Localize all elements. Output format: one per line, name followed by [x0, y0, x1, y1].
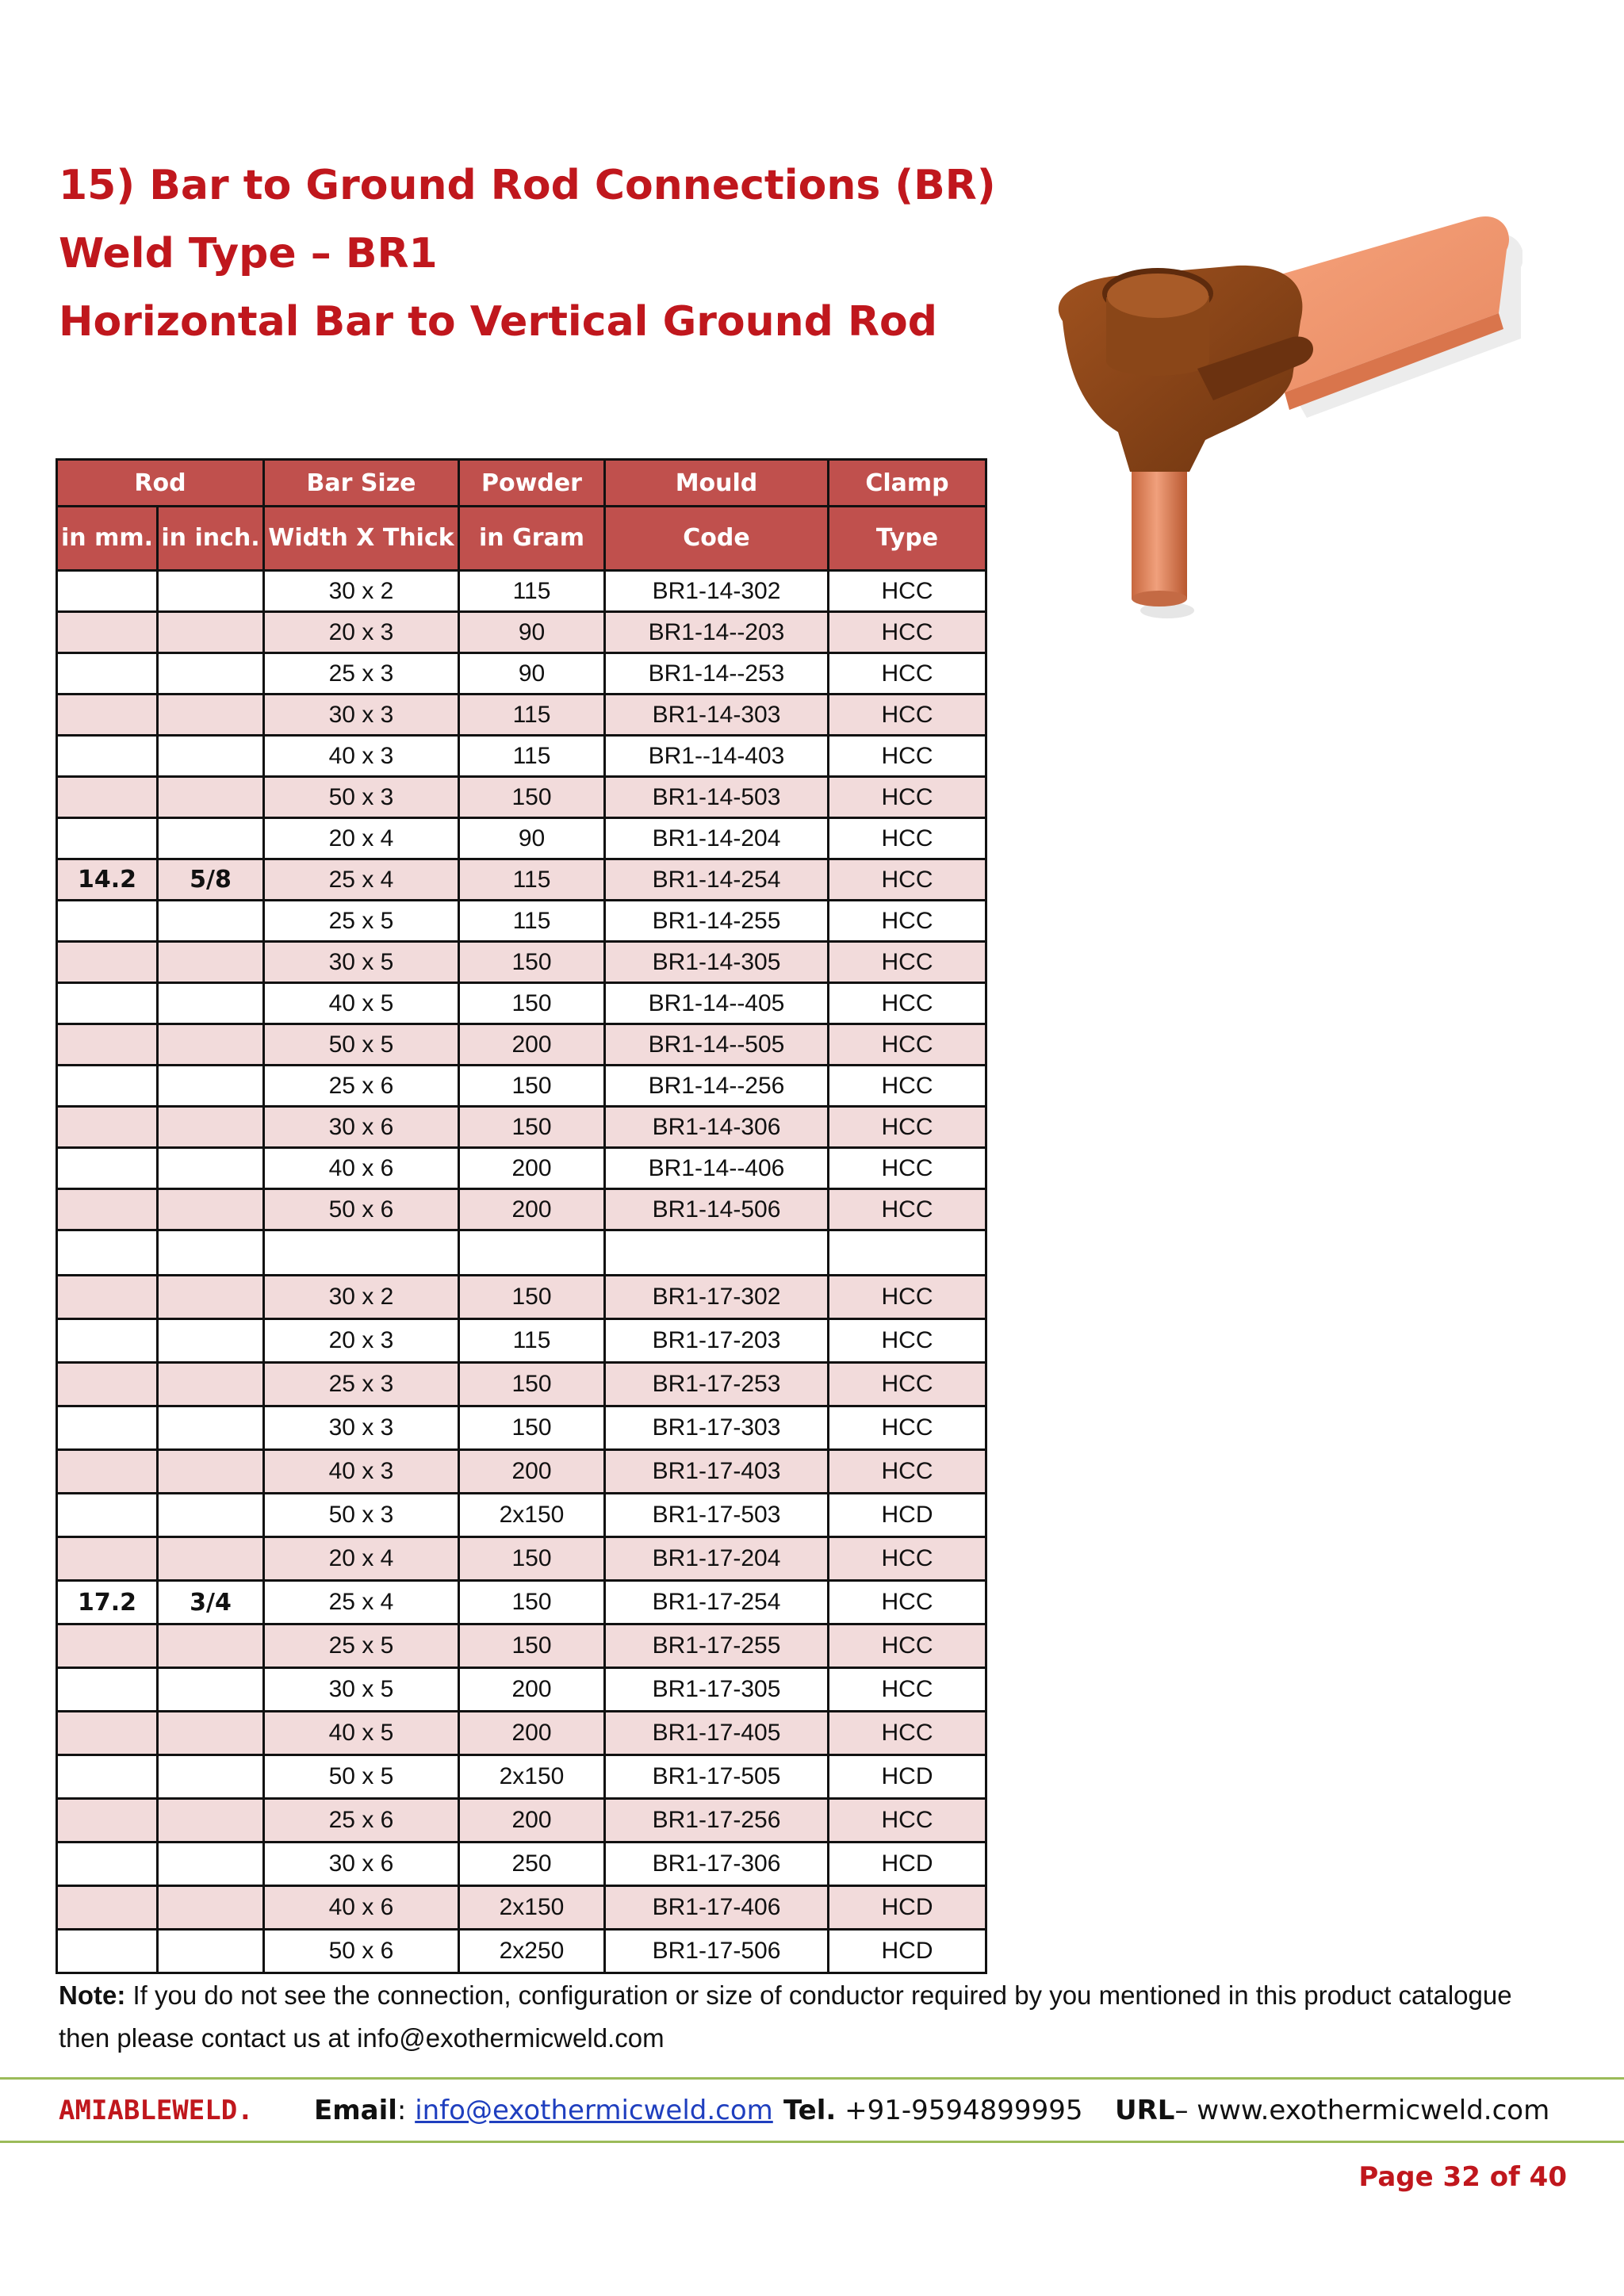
mould-code-cell: BR1-17-305 — [605, 1668, 829, 1712]
table-row — [57, 983, 986, 1024]
mould-code-cell: BR1-17-306 — [605, 1843, 829, 1886]
mould-code-cell: BR1-17-256 — [605, 1799, 829, 1843]
bar-size-header: Bar Size — [264, 460, 459, 507]
bar-size-cell: 40 x 3 — [264, 1450, 459, 1494]
tel-number: +91-9594899995 — [845, 2095, 1083, 2126]
clamp-type-cell: HCC — [829, 1148, 986, 1189]
mould-code-cell: BR1-14--203 — [605, 612, 829, 653]
table-row — [57, 859, 986, 901]
powder-cell: 115 — [459, 695, 605, 736]
clamp-type-cell: HCD — [829, 1843, 986, 1886]
rod-inch-cell — [158, 1537, 264, 1581]
width-thick-header: Width X Thick — [264, 507, 459, 571]
mould-code-cell: BR1-17-302 — [605, 1276, 829, 1319]
spec-table-body — [57, 571, 986, 1973]
table-row — [57, 736, 986, 777]
clamp-type-cell: HCC — [829, 1189, 986, 1230]
rod-mm-cell — [57, 1066, 158, 1107]
mould-code-cell: BR1-14-305 — [605, 942, 829, 983]
empty-cell — [57, 1230, 158, 1276]
table-row — [57, 1843, 986, 1886]
powder-cell: 150 — [459, 777, 605, 818]
mould-code-cell: BR1-17-254 — [605, 1581, 829, 1624]
rod-mm-header: in mm. — [57, 507, 158, 571]
powder-cell: 150 — [459, 1624, 605, 1668]
clamp-type-cell: HCC — [829, 1450, 986, 1494]
clamp-type-cell: HCC — [829, 653, 986, 695]
rod-inch-cell — [158, 1886, 264, 1930]
rod-mm-cell — [57, 1406, 158, 1450]
table-row — [57, 1668, 986, 1712]
mould-code-cell: BR1-17-203 — [605, 1319, 829, 1363]
bar-size-cell: 50 x 3 — [264, 1494, 459, 1537]
powder-cell: 115 — [459, 1319, 605, 1363]
table-row — [57, 1276, 986, 1319]
powder-cell: 150 — [459, 1581, 605, 1624]
table-row — [57, 1799, 986, 1843]
table-row — [57, 1930, 986, 1973]
clamp-type-cell: HCC — [829, 818, 986, 859]
bar-size-cell: 25 x 5 — [264, 901, 459, 942]
rod-inch-cell — [158, 695, 264, 736]
email-label: Email — [314, 2095, 397, 2126]
rod-mm-cell — [57, 1886, 158, 1930]
table-row — [57, 1148, 986, 1189]
mould-code-cell: BR1-17-506 — [605, 1930, 829, 1973]
table-row — [57, 1712, 986, 1755]
empty-cell — [605, 1230, 829, 1276]
rod-inch-cell — [158, 1189, 264, 1230]
mould-code-cell: BR1-17-405 — [605, 1712, 829, 1755]
rod-mm-cell — [57, 1494, 158, 1537]
table-row — [57, 1537, 986, 1581]
mould-code-cell: BR1-17-204 — [605, 1537, 829, 1581]
rod-inch-cell — [158, 653, 264, 695]
rod-inch-header: in inch. — [158, 507, 264, 571]
powder-cell: 90 — [459, 612, 605, 653]
clamp-type-cell: HCD — [829, 1494, 986, 1537]
note-text: If you do not see the connection, configuration or size of conductor required by you mentioned in this product catalogue then please contact us at info@exothermicweld.com — [59, 1980, 1512, 2053]
clamp-type-cell: HCC — [829, 859, 986, 901]
bar-size-cell: 25 x 4 — [264, 859, 459, 901]
table-row — [57, 695, 986, 736]
clamp-type-cell: HCC — [829, 571, 986, 612]
clamp-type-cell: HCC — [829, 983, 986, 1024]
mould-code-cell: BR1-14-506 — [605, 1189, 829, 1230]
powder-cell: 2x150 — [459, 1886, 605, 1930]
rod-inch-cell — [158, 1024, 264, 1066]
powder-header: Powder — [459, 460, 605, 507]
bar-size-cell: 30 x 2 — [264, 1276, 459, 1319]
rod-inch-cell — [158, 1799, 264, 1843]
mould-code-cell: BR1-14-306 — [605, 1107, 829, 1148]
table-row — [57, 1363, 986, 1406]
rod-inch-cell — [158, 1276, 264, 1319]
rod-inch-cell — [158, 1668, 264, 1712]
clamp-type-cell: HCC — [829, 1107, 986, 1148]
mould-code-cell: BR1-14-302 — [605, 571, 829, 612]
rod-inch-cell — [158, 1494, 264, 1537]
clamp-type-cell: HCC — [829, 612, 986, 653]
clamp-type-cell: HCC — [829, 1799, 986, 1843]
note-label: Note: — [59, 1980, 126, 2010]
table-row — [57, 571, 986, 612]
rod-mm-cell — [57, 1537, 158, 1581]
bar-size-cell: 20 x 4 — [264, 1537, 459, 1581]
clamp-type-cell: HCC — [829, 1668, 986, 1712]
footer-top-rule — [0, 2077, 1624, 2080]
table-row — [57, 818, 986, 859]
rod-inch-cell — [158, 818, 264, 859]
rod-mm-cell — [57, 1624, 158, 1668]
mould-code-cell: BR1-14--406 — [605, 1148, 829, 1189]
mould-header: Mould — [605, 460, 829, 507]
mould-code-cell: BR1-14-303 — [605, 695, 829, 736]
clamp-type-cell: HCC — [829, 942, 986, 983]
rod-inch-cell — [158, 1363, 264, 1406]
mould-code-cell: BR1-14-255 — [605, 901, 829, 942]
in-gram-header: in Gram — [459, 507, 605, 571]
rod-inch-cell — [158, 1066, 264, 1107]
table-row — [57, 777, 986, 818]
bar-size-cell: 20 x 3 — [264, 1319, 459, 1363]
powder-cell: 200 — [459, 1450, 605, 1494]
rod-mm-cell — [57, 736, 158, 777]
table-row — [57, 1886, 986, 1930]
rod-mm-cell — [57, 942, 158, 983]
bar-size-cell: 50 x 3 — [264, 777, 459, 818]
powder-cell: 115 — [459, 736, 605, 777]
table-row — [57, 1450, 986, 1494]
powder-cell: 200 — [459, 1148, 605, 1189]
bar-size-cell: 30 x 6 — [264, 1107, 459, 1148]
table-row — [57, 1024, 986, 1066]
table-row — [57, 1581, 986, 1624]
rod-mm-cell: 17.2 — [57, 1581, 158, 1624]
powder-cell: 150 — [459, 1537, 605, 1581]
email-link[interactable]: info@exothermicweld.com — [415, 2095, 773, 2126]
bar-size-cell: 40 x 6 — [264, 1886, 459, 1930]
mould-code-cell: BR1-14-503 — [605, 777, 829, 818]
mould-code-cell: BR1-17-503 — [605, 1494, 829, 1537]
rod-mm-cell — [57, 1843, 158, 1886]
mould-code-cell: BR1-17-253 — [605, 1363, 829, 1406]
rod-inch-cell — [158, 1843, 264, 1886]
table-row — [57, 942, 986, 983]
clamp-type-cell: HCC — [829, 901, 986, 942]
rod-inch-cell: 5/8 — [158, 859, 264, 901]
clamp-type-cell: HCC — [829, 1581, 986, 1624]
powder-cell: 200 — [459, 1668, 605, 1712]
bar-size-cell: 30 x 2 — [264, 571, 459, 612]
email-separator: : — [396, 2095, 407, 2126]
url-text[interactable]: www.exothermicweld.com — [1197, 2095, 1550, 2126]
rod-inch-cell — [158, 1406, 264, 1450]
clamp-header: Clamp — [829, 460, 986, 507]
powder-cell: 150 — [459, 1276, 605, 1319]
url-label: URL — [1115, 2095, 1175, 2126]
rod-mm-cell — [57, 1450, 158, 1494]
mould-code-cell: BR1-17-403 — [605, 1450, 829, 1494]
bar-size-cell: 30 x 6 — [264, 1843, 459, 1886]
rod-inch-cell — [158, 1107, 264, 1148]
clamp-type-cell: HCC — [829, 695, 986, 736]
table-row — [57, 1319, 986, 1363]
table-row — [57, 1494, 986, 1537]
section-title: 15) Bar to Ground Rod Connections (BR) — [59, 162, 996, 209]
bar-to-rod-spec-table — [56, 458, 987, 1974]
powder-cell: 200 — [459, 1712, 605, 1755]
clamp-type-cell: HCC — [829, 736, 986, 777]
rod-inch-cell — [158, 571, 264, 612]
rod-mm-cell — [57, 818, 158, 859]
table-row — [57, 1624, 986, 1668]
bar-size-cell: 25 x 6 — [264, 1066, 459, 1107]
clamp-type-cell: HCC — [829, 1406, 986, 1450]
mould-code-cell: BR1--14-403 — [605, 736, 829, 777]
brand-name: AMIABLEWELD. — [59, 2095, 254, 2126]
rod-mm-cell — [57, 777, 158, 818]
rod-inch-cell — [158, 1319, 264, 1363]
powder-cell: 150 — [459, 1406, 605, 1450]
rod-inch-cell — [158, 1148, 264, 1189]
tel-block — [783, 2095, 1082, 2126]
powder-cell: 115 — [459, 901, 605, 942]
powder-cell: 250 — [459, 1843, 605, 1886]
bar-size-cell: 25 x 5 — [264, 1624, 459, 1668]
powder-cell: 2x150 — [459, 1494, 605, 1537]
footer-bottom-rule — [0, 2141, 1624, 2143]
powder-cell: 2x250 — [459, 1930, 605, 1973]
rod-inch-cell — [158, 942, 264, 983]
connection-description-title: Horizontal Bar to Vertical Ground Rod — [59, 298, 937, 346]
table-row — [57, 1107, 986, 1148]
clamp-type-cell: HCC — [829, 1363, 986, 1406]
powder-cell: 200 — [459, 1024, 605, 1066]
table-row — [57, 1066, 986, 1107]
clamp-type-cell: HCC — [829, 1712, 986, 1755]
bar-size-cell: 25 x 4 — [264, 1581, 459, 1624]
mould-code-cell: BR1-17-505 — [605, 1755, 829, 1799]
mould-code-cell: BR1-14--253 — [605, 653, 829, 695]
clamp-type-cell: HCC — [829, 777, 986, 818]
bar-size-cell: 50 x 6 — [264, 1189, 459, 1230]
rod-inch-cell — [158, 1930, 264, 1973]
table-row — [57, 1406, 986, 1450]
powder-cell: 150 — [459, 1107, 605, 1148]
url-block — [1115, 2095, 1549, 2126]
mould-code-cell: BR1-14--405 — [605, 983, 829, 1024]
bar-size-cell: 40 x 6 — [264, 1148, 459, 1189]
rod-mm-cell — [57, 695, 158, 736]
mould-code-cell: BR1-14--256 — [605, 1066, 829, 1107]
rod-mm-cell — [57, 1668, 158, 1712]
clamp-type-cell: HCC — [829, 1024, 986, 1066]
clamp-type-cell: HCD — [829, 1886, 986, 1930]
powder-cell: 115 — [459, 571, 605, 612]
empty-cell — [264, 1230, 459, 1276]
rod-mm-cell — [57, 571, 158, 612]
bar-size-cell: 25 x 6 — [264, 1799, 459, 1843]
empty-cell — [158, 1230, 264, 1276]
rod-mm-cell — [57, 1755, 158, 1799]
powder-cell: 150 — [459, 942, 605, 983]
mould-code-cell: BR1-14-254 — [605, 859, 829, 901]
table-row — [57, 653, 986, 695]
rod-mm-cell — [57, 1189, 158, 1230]
footer-contact-bar — [59, 2095, 1613, 2134]
rod-inch-cell: 3/4 — [158, 1581, 264, 1624]
rod-mm-cell — [57, 1276, 158, 1319]
rod-inch-cell — [158, 1450, 264, 1494]
powder-cell: 150 — [459, 983, 605, 1024]
bar-size-cell: 30 x 3 — [264, 695, 459, 736]
clamp-type-cell: HCC — [829, 1319, 986, 1363]
rod-mm-cell — [57, 1363, 158, 1406]
rod-mm-cell — [57, 1930, 158, 1973]
page-number: Page 32 of 40 — [1358, 2161, 1567, 2193]
bar-size-cell: 40 x 5 — [264, 1712, 459, 1755]
bar-size-cell: 40 x 5 — [264, 983, 459, 1024]
powder-cell: 2x150 — [459, 1755, 605, 1799]
bar-size-cell: 25 x 3 — [264, 653, 459, 695]
mould-code-cell: BR1-14--505 — [605, 1024, 829, 1066]
rod-inch-cell — [158, 1712, 264, 1755]
rod-mm-cell — [57, 1799, 158, 1843]
table-row — [57, 901, 986, 942]
type-header: Type — [829, 507, 986, 571]
empty-cell — [459, 1230, 605, 1276]
clamp-type-cell: HCD — [829, 1755, 986, 1799]
rod-mm-cell — [57, 1107, 158, 1148]
rod-inch-cell — [158, 612, 264, 653]
powder-cell: 90 — [459, 653, 605, 695]
powder-cell: 150 — [459, 1363, 605, 1406]
table-row — [57, 1189, 986, 1230]
powder-cell: 150 — [459, 1066, 605, 1107]
bar-size-cell: 50 x 5 — [264, 1755, 459, 1799]
rod-mm-cell — [57, 1148, 158, 1189]
table-row — [57, 1755, 986, 1799]
rod-inch-cell — [158, 901, 264, 942]
rod-mm-cell: 14.2 — [57, 859, 158, 901]
bar-size-cell: 20 x 3 — [264, 612, 459, 653]
powder-cell: 115 — [459, 859, 605, 901]
url-separator: – — [1174, 2095, 1189, 2126]
clamp-type-cell: HCC — [829, 1537, 986, 1581]
rod-inch-cell — [158, 1624, 264, 1668]
email-block — [314, 2095, 773, 2126]
code-header: Code — [605, 507, 829, 571]
clamp-type-cell: HCC — [829, 1276, 986, 1319]
powder-cell: 200 — [459, 1799, 605, 1843]
rod-mm-cell — [57, 1024, 158, 1066]
rod-inch-cell — [158, 777, 264, 818]
bar-size-cell: 50 x 5 — [264, 1024, 459, 1066]
rod-mm-cell — [57, 901, 158, 942]
bar-size-cell: 50 x 6 — [264, 1930, 459, 1973]
br1-weld-product-image — [1031, 202, 1522, 630]
bar-size-cell: 25 x 3 — [264, 1363, 459, 1406]
spacer-row — [57, 1230, 986, 1276]
rod-mm-cell — [57, 983, 158, 1024]
tel-label: Tel. — [783, 2095, 837, 2126]
clamp-type-cell: HCD — [829, 1930, 986, 1973]
empty-cell — [829, 1230, 986, 1276]
clamp-type-cell: HCC — [829, 1066, 986, 1107]
powder-cell: 90 — [459, 818, 605, 859]
mould-code-cell: BR1-14-204 — [605, 818, 829, 859]
rod-header: Rod — [57, 460, 264, 507]
mould-code-cell: BR1-17-255 — [605, 1624, 829, 1668]
table-row — [57, 612, 986, 653]
bar-size-cell: 30 x 5 — [264, 942, 459, 983]
rod-inch-cell — [158, 736, 264, 777]
clamp-type-cell: HCC — [829, 1624, 986, 1668]
note-paragraph — [59, 1974, 1565, 2060]
rod-mm-cell — [57, 1319, 158, 1363]
rod-mm-cell — [57, 1712, 158, 1755]
bar-size-cell: 30 x 3 — [264, 1406, 459, 1450]
bar-size-cell: 40 x 3 — [264, 736, 459, 777]
rod-mm-cell — [57, 612, 158, 653]
mould-code-cell: BR1-17-303 — [605, 1406, 829, 1450]
bar-size-cell: 20 x 4 — [264, 818, 459, 859]
rod-inch-cell — [158, 1755, 264, 1799]
weld-type-title: Weld Type – BR1 — [59, 230, 438, 277]
powder-cell: 200 — [459, 1189, 605, 1230]
rod-inch-cell — [158, 983, 264, 1024]
bar-size-cell: 30 x 5 — [264, 1668, 459, 1712]
rod-mm-cell — [57, 653, 158, 695]
mould-code-cell: BR1-17-406 — [605, 1886, 829, 1930]
